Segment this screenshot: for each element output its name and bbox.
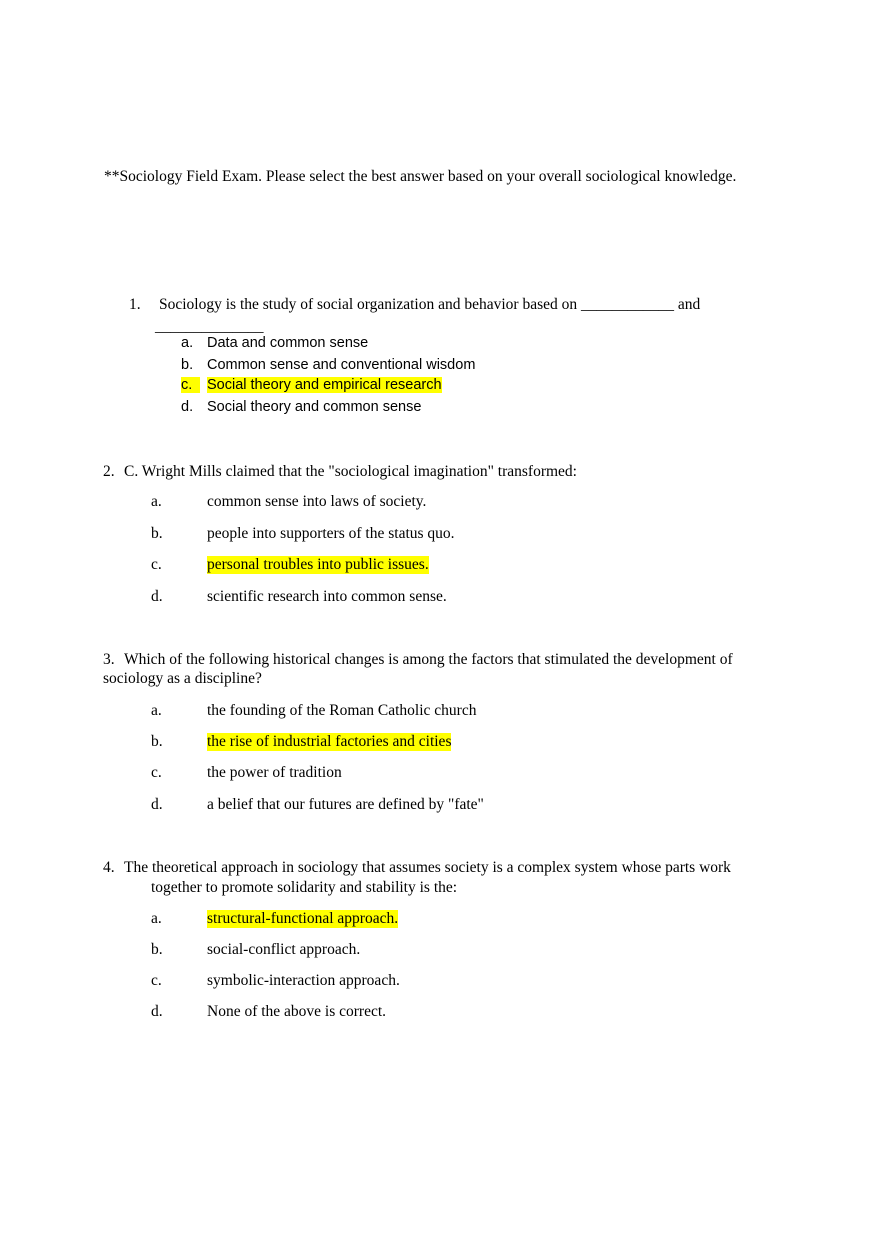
question-3-option-d[interactable]: a belief that our futures are defined by "fate": [207, 796, 484, 813]
question-4-option-b-letter: b.: [151, 941, 163, 958]
question-3-option-b-letter: b.: [151, 733, 163, 750]
question-3-option-c-letter: c.: [151, 764, 162, 781]
question-1-option-b[interactable]: Common sense and conventional wisdom: [207, 357, 476, 373]
question-1-option-c-letter: c.: [181, 377, 200, 393]
question-2-option-b[interactable]: people into supporters of the status quo.: [207, 525, 455, 542]
question-2-option-a-letter: a.: [151, 493, 162, 510]
question-1-number: 1.: [129, 296, 141, 313]
question-4-option-c[interactable]: symbolic-interaction approach.: [207, 972, 400, 989]
question-3-option-a-letter: a.: [151, 702, 162, 719]
question-2-option-d-letter: d.: [151, 588, 163, 605]
question-4-text-continued: together to promote solidarity and stability is the:: [151, 879, 458, 896]
question-4-option-a-correct[interactable]: structural-functional approach.: [207, 910, 399, 927]
question-3-number: 3.: [103, 651, 115, 668]
question-4-number: 4.: [103, 859, 115, 876]
question-3-text: Which of the following historical changes is among the factors that stimulated the development of: [124, 651, 733, 668]
question-4-option-d[interactable]: None of the above is correct.: [207, 1003, 387, 1020]
question-2-option-a[interactable]: common sense into laws of society.: [207, 493, 427, 510]
question-3-option-d-letter: d.: [151, 796, 163, 813]
question-3-option-b-correct[interactable]: the rise of industrial factories and cities: [207, 733, 452, 750]
question-1-text-blank: ______________: [155, 318, 264, 335]
question-1-option-b-letter: b.: [181, 357, 194, 373]
question-1-option-d[interactable]: Social theory and common sense: [207, 399, 422, 415]
question-3-option-a[interactable]: the founding of the Roman Catholic church: [207, 702, 477, 719]
question-1-option-d-letter: d.: [181, 399, 194, 415]
exam-instructions: **Sociology Field Exam. Please select the best answer based on your overall sociological knowledge.: [104, 168, 737, 185]
question-3-option-c[interactable]: the power of tradition: [207, 764, 342, 781]
question-4-option-c-letter: c.: [151, 972, 162, 989]
question-3-text-continued: sociology as a discipline?: [103, 670, 262, 687]
question-1-option-c-correct[interactable]: Social theory and empirical research: [207, 377, 442, 393]
question-1-text: Sociology is the study of social organization and behavior based on ____________ and: [159, 296, 701, 313]
question-4-option-a-letter: a.: [151, 910, 162, 927]
question-2-option-c-correct[interactable]: personal troubles into public issues.: [207, 556, 429, 573]
question-2-number: 2.: [103, 463, 115, 480]
question-2-option-d[interactable]: scientific research into common sense.: [207, 588, 447, 605]
question-1-option-a-letter: a.: [181, 335, 194, 351]
question-1-option-a[interactable]: Data and common sense: [207, 335, 369, 351]
question-4-option-d-letter: d.: [151, 1003, 163, 1020]
question-4-option-b[interactable]: social-conflict approach.: [207, 941, 361, 958]
question-2-option-c-letter: c.: [151, 556, 162, 573]
question-2-option-b-letter: b.: [151, 525, 163, 542]
question-2-text: C. Wright Mills claimed that the "sociological imagination" transformed:: [124, 463, 577, 480]
question-4-text: The theoretical approach in sociology that assumes society is a complex system whose parts work: [124, 859, 731, 876]
